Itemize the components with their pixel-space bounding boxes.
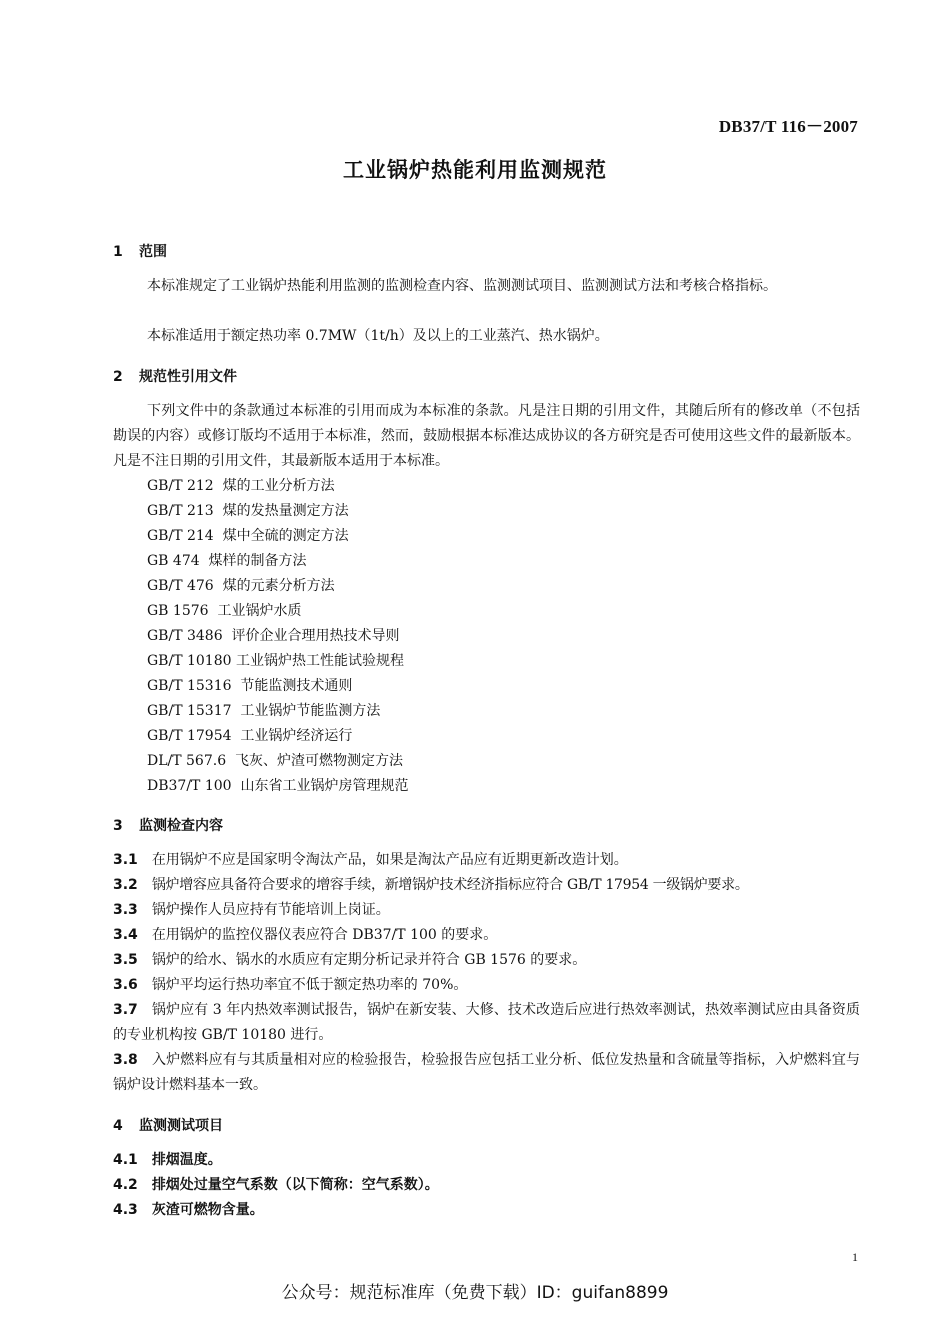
- clause-text: 锅炉增容应具备符合要求的增容手续，新增锅炉技术经济指标应符合 GB/T 17954 一级锅炉要求。: [151, 877, 749, 893]
- clause-number: 3.4: [113, 927, 138, 943]
- clause-number: 3.8: [113, 1052, 138, 1068]
- item-number: 4.2: [113, 1177, 138, 1193]
- test-item: [113, 1173, 439, 1198]
- reference-item: GB 474 煤样的制备方法: [147, 553, 307, 569]
- reference-item: GB/T 10180 工业锅炉热工性能试验规程: [147, 653, 404, 669]
- clause: [113, 898, 860, 923]
- section-title: 监测测试项目: [139, 1118, 223, 1134]
- clause-number: 3.1: [113, 852, 138, 868]
- section-heading-3: [113, 815, 223, 835]
- standard-number: DB37/T 116－2007: [718, 117, 858, 136]
- clause-text: 在用锅炉不应是国家明令淘汰产品，如果是淘汰产品应有近期更新改造计划。: [151, 852, 628, 868]
- test-item: [113, 1148, 222, 1173]
- page-number: 1: [852, 1250, 858, 1264]
- reference-item: DL/T 567.6 飞灰、炉渣可燃物测定方法: [147, 753, 404, 769]
- clause: [113, 873, 860, 898]
- section-title: 监测检查内容: [139, 818, 223, 834]
- clause-text: 锅炉应有 3 年内热效率测试报告，锅炉在新安装、大修、技术改造后应进行热效率测试，热效率测试应由具备资质的专业机构按 GB/T 10180 进行。: [113, 1002, 860, 1043]
- section-number: 2: [113, 369, 123, 385]
- clause: [113, 848, 860, 873]
- reference-item: GB/T 213 煤的发热量测定方法: [147, 503, 349, 519]
- section-title: 范围: [139, 244, 167, 260]
- clause-text: 入炉燃料应有与其质量相对应的检验报告，检验报告应包括工业分析、低位发热量和含硫量等指标，入炉燃料宜与锅炉设计燃料基本一致。: [113, 1052, 860, 1093]
- reference-item: GB/T 3486 评价企业合理用热技术导则: [147, 628, 400, 644]
- clause-number: 3.7: [113, 1002, 138, 1018]
- item-number: 4.3: [113, 1202, 138, 1218]
- clause: [113, 1048, 860, 1098]
- reference-item: GB/T 15317 工业锅炉节能监测方法: [147, 703, 381, 719]
- section-number: 1: [113, 244, 123, 260]
- section-heading-4: [113, 1115, 223, 1135]
- clause-text: 在用锅炉的监控仪器仪表应符合 DB37/T 100 的要求。: [151, 927, 498, 943]
- item-text: 排烟处过量空气系数（以下简称：空气系数）。: [151, 1177, 439, 1193]
- document-title: 工业锅炉热能利用监测规范: [343, 158, 607, 182]
- section-title: 规范性引用文件: [139, 369, 237, 385]
- item-number: 4.1: [113, 1152, 138, 1168]
- clause-number: 3.6: [113, 977, 138, 993]
- reference-item: GB 1576 工业锅炉水质: [147, 603, 302, 619]
- section-heading-1: [113, 241, 167, 261]
- reference-item: GB/T 212 煤的工业分析方法: [147, 478, 335, 494]
- test-item: [113, 1198, 264, 1223]
- clause-number: 3.3: [113, 902, 138, 918]
- clause-text: 锅炉操作人员应持有节能培训上岗证。: [151, 902, 390, 918]
- clause-number: 3.5: [113, 952, 138, 968]
- section-number: 4: [113, 1118, 123, 1134]
- reference-item: GB/T 476 煤的元素分析方法: [147, 578, 335, 594]
- clause: [113, 948, 860, 973]
- clause-text: 锅炉的给水、锅水的水质应有定期分析记录并符合 GB 1576 的要求。: [151, 952, 587, 968]
- clause-number: 3.2: [113, 877, 138, 893]
- footer-watermark: 公众号：规范标准库（免费下载）ID：guifan8899: [281, 1283, 669, 1303]
- section-heading-2: [113, 366, 237, 386]
- scope-paragraph-1: 本标准规定了工业锅炉热能利用监测的监测检查内容、监测测试项目、监测测试方法和考核合格指标。: [147, 278, 777, 294]
- clause-text: 锅炉平均运行热功率宜不低于额定热功率的 70%。: [151, 977, 468, 993]
- reference-item: GB/T 15316 节能监测技术通则: [147, 678, 353, 694]
- clause: [113, 923, 860, 948]
- section-number: 3: [113, 818, 123, 834]
- clause: [113, 973, 860, 998]
- reference-item: GB/T 17954 工业锅炉经济运行: [147, 728, 353, 744]
- reference-item: DB37/T 100 山东省工业锅炉房管理规范: [147, 778, 409, 794]
- scope-paragraph-2: 本标准适用于额定热功率 0.7MW（1t/h）及以上的工业蒸汽、热水锅炉。: [147, 328, 609, 344]
- reference-item: GB/T 214 煤中全硫的测定方法: [147, 528, 349, 544]
- item-text: 排烟温度。: [151, 1152, 222, 1168]
- references-intro: 下列文件中的条款通过本标准的引用而成为本标准的条款。凡是注日期的引用文件，其随后所有的修改单（不包括勘误的内容）或修订版均不适用于本标准，然而，鼓励根据本标准达成协议的各方研究是否可使用这些文件的最新版本。凡是不注日期的引用文件，其最新版本适用于本标准。: [113, 403, 860, 469]
- item-text: 灰渣可燃物含量。: [151, 1202, 264, 1218]
- clause: [113, 998, 860, 1048]
